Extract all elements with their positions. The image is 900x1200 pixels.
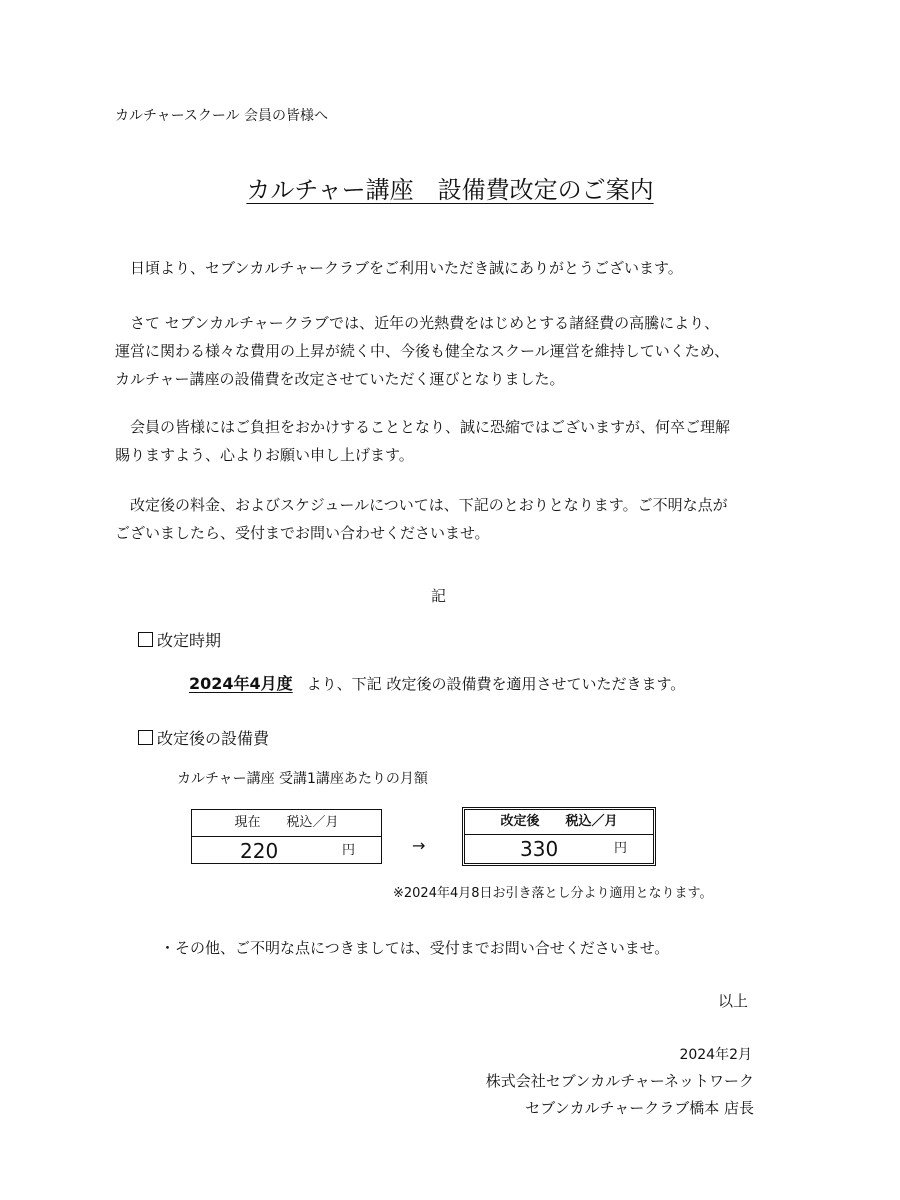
- fee-caption: カルチャー講座 受講1講座あたりの月額: [177, 771, 428, 787]
- fee-heading: [138, 728, 269, 750]
- new-fee-box: [462, 807, 656, 866]
- new-fee-amount: 330: [520, 837, 559, 861]
- ki-marker: 記: [430, 587, 446, 605]
- current-fee-amount: 220: [240, 839, 279, 863]
- paragraph-line: さて セブンカルチャークラブでは、近年の光熱費をはじめとする諸経費の高騰により、: [115, 314, 720, 332]
- reason-paragraph: [115, 309, 729, 393]
- company-name: 株式会社セブンカルチャーネットワーク: [485, 1072, 754, 1090]
- period-line: [189, 673, 685, 695]
- checkbox-icon: [138, 632, 153, 647]
- checkbox-icon: [138, 730, 153, 745]
- paragraph-line: 会員の皆様にはご負担をおかけすることとなり、誠に恐縮ではございますが、何卒ご理解: [115, 418, 731, 436]
- current-fee-box: [191, 809, 382, 864]
- period-heading: [138, 630, 221, 652]
- arrow-icon: →: [412, 836, 426, 855]
- page-title: カルチャー講座 設備費改定のご案内: [246, 176, 654, 204]
- fee-heading-label: 改定後の設備費: [157, 729, 270, 748]
- paragraph-line: 賜りますよう、心よりお願い申し上げます。: [115, 446, 414, 464]
- current-fee-unit: 円: [341, 843, 355, 858]
- paragraph-line: 運営に関わる様々な費用の上昇が続く中、今後も健全なスクール運営を維持していくため、: [115, 342, 730, 360]
- paragraph-line: ございましたら、受付までお問い合わせくださいませ。: [115, 524, 490, 542]
- paragraph-line: 改定後の料金、およびスケジュールについては、下記のとおりとなります。ご不明な点が: [115, 496, 728, 514]
- paragraph-line: カルチャー講座の設備費を改定させていただく運びとなりました。: [115, 370, 565, 388]
- new-fee-header: 改定後 税込／月: [465, 810, 653, 835]
- greeting-paragraph: [115, 254, 683, 282]
- contact-paragraph: [115, 491, 728, 547]
- closing-mark: 以上: [718, 992, 749, 1010]
- signer-name: セブンカルチャークラブ橋本 店長: [525, 1099, 754, 1117]
- issue-date: 2024年2月: [679, 1047, 752, 1063]
- paragraph-line: 日頃より、セブンカルチャークラブをご利用いただき誠にありがとうございます。: [115, 259, 683, 277]
- addressee: カルチャースクール 会員の皆様へ: [115, 108, 329, 124]
- other-inquiries-note: ・その他、ご不明な点につきましては、受付までお問い合せくださいませ。: [160, 939, 670, 957]
- apology-paragraph: [115, 413, 730, 469]
- period-text: より、下記 改定後の設備費を適用させていただきます。: [306, 675, 686, 693]
- fee-note: ※2024年4月8日お引き落とし分より適用となります。: [393, 886, 713, 901]
- period-date: 2024年4月度: [189, 674, 293, 693]
- period-heading-label: 改定時期: [157, 631, 222, 650]
- current-fee-header: 現在 税込／月: [192, 810, 381, 837]
- new-fee-unit: 円: [613, 841, 627, 856]
